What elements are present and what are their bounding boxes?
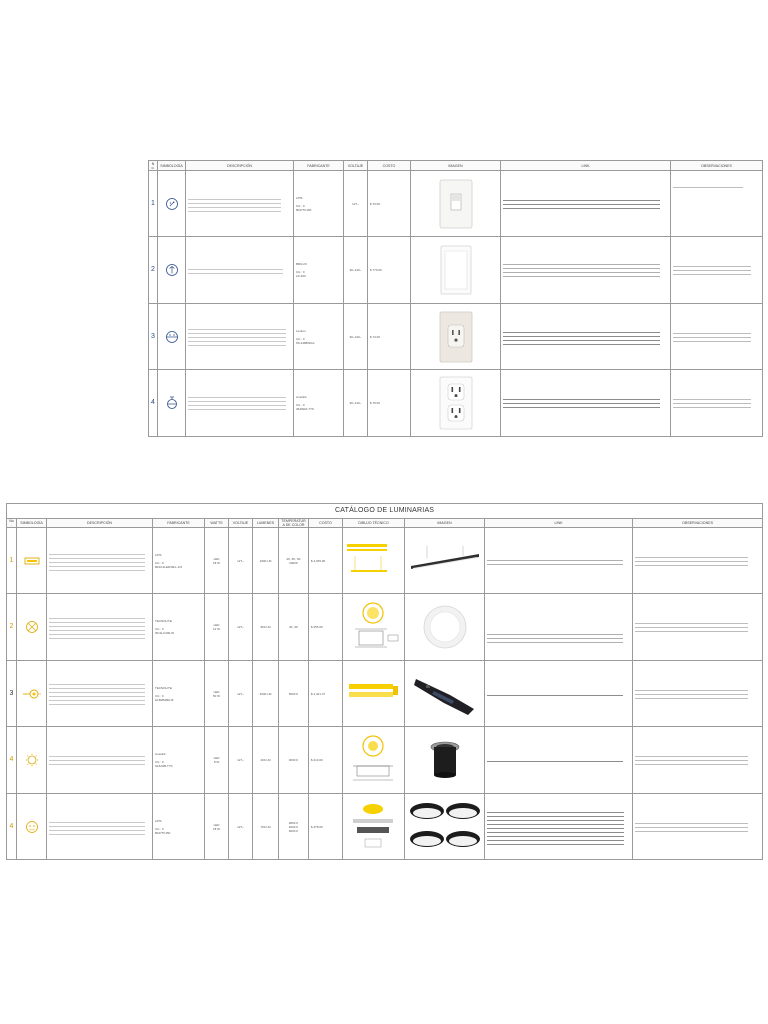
ceiling-lamps-photo (407, 799, 483, 855)
watts-cell: LED 18 W (205, 528, 229, 594)
manufacturer-name: TECNOLITE (155, 619, 172, 623)
round-lamp-drawing (345, 599, 401, 655)
street-lamp-symbol-icon (22, 687, 42, 701)
header-watts: WATTS (205, 519, 229, 528)
header-row (149, 161, 763, 171)
catalog-number: CU.: 0 3640WA-T7S (296, 403, 314, 411)
cost-cell: $ 210.00 (309, 727, 343, 794)
link-cell[interactable] (485, 594, 633, 661)
image-cell (405, 528, 485, 594)
color-temperature-cell: 4K, 6K (279, 594, 309, 661)
header-symbol: SIMBOLOGÍA (17, 519, 47, 528)
manufacturer-cell (153, 661, 205, 727)
row-number: 4 (7, 727, 17, 794)
manufacturer-cell (153, 594, 205, 661)
catalog-number: CU.: 0 8047TF150 (296, 203, 312, 212)
manufacturer-name: BRILUX (296, 262, 307, 266)
image-cell (405, 794, 485, 860)
technical-drawing-cell (343, 528, 405, 594)
symbol-cell (17, 528, 47, 594)
watts-cell: LED 8 W (205, 727, 229, 794)
table-row (149, 237, 763, 304)
catalog-number: CU.: 0 LP-200 (296, 270, 306, 278)
header-observations: OBSERVACIONES (671, 161, 763, 171)
header-description: DESCRIPCIÓN (186, 161, 294, 171)
cost-cell: $ 74.00 (368, 304, 411, 370)
cost-cell: $ 478.00 (309, 794, 343, 860)
lumens-cell: 960 LM (253, 594, 279, 661)
link-cell[interactable] (485, 727, 633, 794)
image-cell (411, 171, 501, 237)
header-cost: COSTO (309, 519, 343, 528)
observations-cell (633, 528, 763, 594)
manufacturer-name: LPIS (296, 195, 303, 200)
image-cell (411, 237, 501, 304)
link-cell[interactable] (485, 794, 633, 860)
voltage-cell: 127~ (229, 661, 253, 727)
header-row (7, 519, 763, 528)
catalog-number: CU.: 0 HLB2B1BH-B (155, 693, 174, 702)
row-number: 2 (149, 237, 158, 304)
link-cell[interactable] (501, 304, 671, 370)
catalog-number: CU.: 0 SL6A6B-T7S (155, 760, 173, 768)
observations-cell (633, 661, 763, 727)
row-number: 4 (149, 370, 158, 437)
row-number: 3 (149, 304, 158, 370)
symbol-cell (158, 237, 186, 304)
header-cost: COSTO (368, 161, 411, 171)
header-technical-drawing: DIBUJO TÉCNICO (343, 519, 405, 528)
outlet-symbol-icon (165, 330, 179, 344)
header-no: No. (7, 519, 17, 528)
description-cell (47, 794, 153, 860)
street-light-photo (410, 669, 480, 719)
cost-cell: $ 770.00 (368, 237, 411, 304)
manufacturer-cell (153, 794, 205, 860)
header-no: No. (149, 161, 158, 171)
voltage-cell: 127~ (344, 171, 368, 237)
image-cell (405, 727, 485, 794)
duplex-outlet-symbol-icon (165, 396, 179, 410)
manufacturer-name: Amelink (155, 752, 166, 756)
technical-drawing-cell (343, 727, 405, 794)
catalog-number: CU.: 0 8047TF150 (155, 826, 171, 835)
blank-switch-plate-photo (438, 244, 474, 296)
cost-cell: $ 3,421.47 (309, 661, 343, 727)
catalog-title-row (7, 504, 763, 519)
catalog-number: CU.: 0 8043-2LED36LL-9-5 (155, 560, 183, 569)
row-number: 1 (7, 528, 17, 594)
watts-cell: LED 50 W (205, 661, 229, 727)
voltage-cell: 127~ (229, 794, 253, 860)
manufacturer-cell (294, 370, 344, 437)
header-symbol: SIMBOLOGÍA (158, 161, 186, 171)
description-cell (47, 594, 153, 661)
street-lamp-drawing (345, 678, 401, 708)
catalog-title: CATÁLOGO DE LUMINARIAS (7, 504, 763, 519)
color-temperature-cell: 4K, 5K, 6K 3000K (279, 528, 309, 594)
color-temperature-cell: 3000 K (279, 727, 309, 794)
switch-circle-icon (165, 263, 179, 277)
linear-lamp-symbol-icon (24, 556, 40, 566)
lumens-cell: 700 LM (253, 794, 279, 860)
cost-cell: $ 4,045.00 (309, 528, 343, 594)
table-row (7, 794, 763, 860)
link-cell[interactable] (485, 528, 633, 594)
image-cell (405, 661, 485, 727)
technical-drawing-cell (343, 594, 405, 661)
manufacturer-name: Amelink (296, 395, 307, 399)
floor-spot-light-photo (425, 738, 465, 782)
voltage-cell: 90~130~ (344, 370, 368, 437)
duplex-outlet-photo (436, 375, 476, 431)
lumens-cell: 400 LM (253, 727, 279, 794)
link-cell[interactable] (485, 661, 633, 727)
cost-cell: $ 70.00 (368, 171, 411, 237)
header-image: IMAGEN (411, 161, 501, 171)
header-link: LINK (501, 161, 671, 171)
header-manufacturer: FABRICANTE (294, 161, 344, 171)
description-cell (186, 304, 294, 370)
observations-cell (671, 304, 763, 370)
manufacturer-cell (294, 171, 344, 237)
color-temperature-cell: 5000 K (279, 661, 309, 727)
technical-drawing-cell (343, 794, 405, 860)
manufacturer-name: TECNOLITE (155, 685, 172, 690)
symbol-cell (158, 370, 186, 437)
header-link: LINK (485, 519, 633, 528)
image-cell (411, 304, 501, 370)
switches-outlets-table (148, 160, 763, 437)
manufacturer-cell (294, 304, 344, 370)
header-lumens: LUMENES (253, 519, 279, 528)
header-voltage: VOLTAJE (229, 519, 253, 528)
symbol-cell (17, 727, 47, 794)
observations-cell (633, 727, 763, 794)
header-voltage: VOLTAJE (344, 161, 368, 171)
header-image: IMAGEN (405, 519, 485, 528)
observations-cell (671, 237, 763, 304)
table-row (149, 370, 763, 437)
voltage-cell: 127~ (229, 727, 253, 794)
cost-cell: $ 255.00 (309, 594, 343, 661)
ceiling-lamp-drawing (345, 801, 401, 851)
observations-cell (671, 370, 763, 437)
linear-led-lamp-photo (407, 544, 483, 578)
description-cell (47, 528, 153, 594)
header-observations: OBSERVACIONES (633, 519, 763, 528)
symbol-cell (17, 794, 47, 860)
table-row (149, 171, 763, 237)
link-cell[interactable] (501, 171, 671, 237)
table-row (7, 594, 763, 661)
observations-cell (671, 171, 763, 237)
link-cell[interactable] (501, 370, 671, 437)
description-cell (186, 237, 294, 304)
observations-cell (633, 594, 763, 661)
description-cell (186, 370, 294, 437)
header-color-temperature: TEMPERATURA DE COLOR (279, 519, 309, 528)
voltage-cell: 127~ (229, 594, 253, 661)
cost-cell: $ 79.00 (368, 370, 411, 437)
manufacturer-name: Leviton (296, 328, 306, 333)
manufacturer-name: LPIS (155, 818, 162, 823)
manufacturer-name: LPIS (155, 552, 162, 557)
observations-cell (633, 794, 763, 860)
header-description: DESCRIPCIÓN (47, 519, 153, 528)
description-cell (186, 171, 294, 237)
manufacturer-cell (294, 237, 344, 304)
description-cell (47, 661, 153, 727)
row-number: 3 (7, 661, 17, 727)
manufacturer-cell (153, 727, 205, 794)
watts-cell: LED 18 W (205, 794, 229, 860)
table-row (7, 661, 763, 727)
manufacturer-cell (153, 528, 205, 594)
row-number: 4 (7, 794, 17, 860)
luminaires-catalog-table (6, 503, 763, 860)
image-cell (405, 594, 485, 661)
catalog-number: CU.: 0 IM-SLC300-W (155, 627, 175, 635)
single-outlet-photo (436, 310, 476, 364)
linear-lamp-drawing (345, 540, 401, 580)
voltage-cell: 90~130~ (344, 237, 368, 304)
row-number: 2 (7, 594, 17, 661)
symbol-cell (158, 171, 186, 237)
voltage-cell: 90~130~ (344, 304, 368, 370)
round-lamp-symbol-icon (25, 620, 39, 634)
lumens-cell: 4000 LM (253, 661, 279, 727)
color-temperature-cell: 2800 K 4000 K 6000 K (279, 794, 309, 860)
table-row (149, 304, 763, 370)
link-cell[interactable] (501, 237, 671, 304)
lumens-cell: 1900 LM (253, 528, 279, 594)
description-cell (47, 727, 153, 794)
symbol-cell (17, 661, 47, 727)
table-row (7, 727, 763, 794)
symbol-cell (158, 304, 186, 370)
header-manufacturer: FABRICANTE (153, 519, 205, 528)
spot-lamp-drawing (345, 732, 401, 788)
voltage-cell: 127~ (229, 528, 253, 594)
technical-drawing-cell (343, 661, 405, 727)
catalog-number: CU.: 0 5S-2488WGA (296, 336, 315, 345)
ceiling-lamp-symbol-icon (25, 820, 39, 834)
switch-circle-icon (165, 197, 179, 211)
symbol-cell (17, 594, 47, 661)
table-row (7, 528, 763, 594)
watts-cell: LED 12 W (205, 594, 229, 661)
row-number: 1 (149, 171, 158, 237)
round-downlight-photo (422, 604, 468, 650)
light-switch-photo (436, 178, 476, 230)
spot-lamp-symbol-icon (25, 753, 39, 767)
image-cell (411, 370, 501, 437)
